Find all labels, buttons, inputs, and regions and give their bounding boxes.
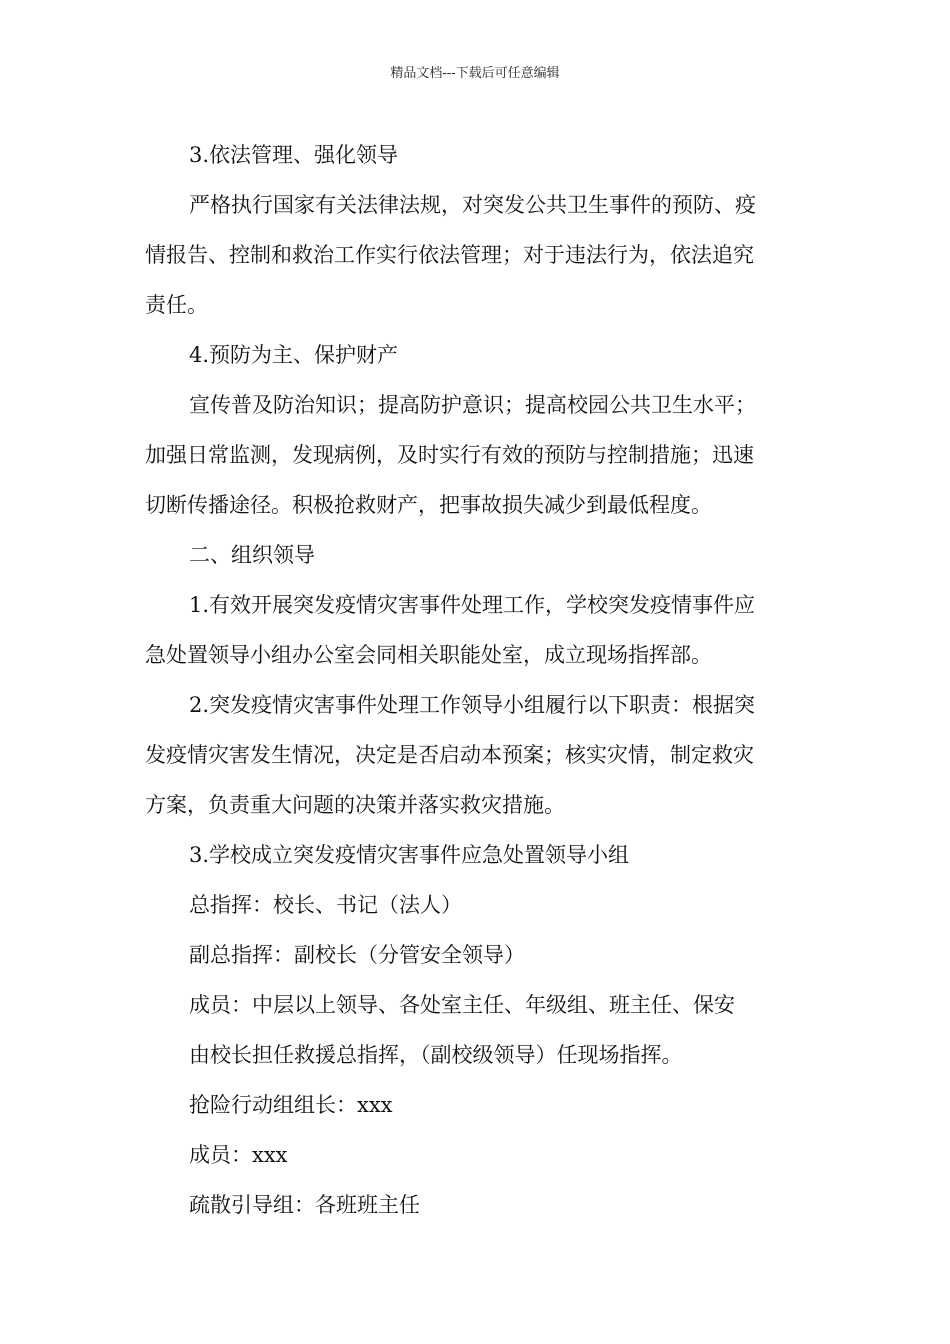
paragraph-item-3 [145, 830, 805, 880]
rescue-team-members-line [145, 1130, 805, 1180]
text-line: 疏散引导组：各班班主任 [189, 1193, 420, 1217]
heading-4-prevention [145, 330, 805, 380]
rescue-command-line [145, 1030, 805, 1080]
text-line: 严格执行国家有关法律法规，对突发公共卫生事件的预防、疫 [189, 193, 756, 217]
text-line: 宣传普及防治知识；提高防护意识；提高校园公共卫生水平； [189, 393, 756, 417]
text-line: 3.依法管理、强化领导 [189, 143, 399, 167]
text-line: 总指挥：校长、书记（法人） [189, 893, 462, 917]
text-line: 4.预防为主、保护财产 [189, 343, 399, 367]
text-line: 急处置领导小组办公室会同相关职能处室，成立现场指挥部。 [145, 643, 712, 667]
text-line: 成员：中层以上领导、各处室主任、年级组、班主任、保安 [189, 993, 735, 1017]
text-line: 切断传播途径。积极抢救财产，把事故损失减少到最低程度。 [145, 493, 712, 517]
text-line: 发疫情灾害发生情况，决定是否启动本预案；核实灾情，制定救灾 [145, 743, 754, 767]
text-line: 二、组织领导 [189, 543, 315, 567]
text-line: 3.学校成立突发疫情灾害事件应急处置领导小组 [189, 843, 630, 867]
members-line [145, 980, 805, 1030]
text-line: 加强日常监测，发现病例，及时实行有效的预防与控制措施；迅速 [145, 443, 754, 467]
text-line: 方案，负责重大问题的决策并落实救灾措施。 [145, 793, 565, 817]
text-line: 情报告、控制和救治工作实行依法管理；对于违法行为，依法追究 [145, 243, 754, 267]
text-line: 抢险行动组组长：xxx [189, 1093, 393, 1117]
commander-line [145, 880, 805, 930]
document-body [145, 130, 805, 1230]
text-line: 1.有效开展突发疫情灾害事件处理工作，学校突发疫情事件应 [189, 593, 756, 617]
text-line: 责任。 [145, 293, 208, 317]
section-heading-organization [145, 530, 805, 580]
heading-3-legal-management [145, 130, 805, 180]
rescue-team-leader-line [145, 1080, 805, 1130]
paragraph-item-1 [145, 580, 805, 680]
text-line: 成员：xxx [189, 1143, 288, 1167]
text-line: 2.突发疫情灾害事件处理工作领导小组履行以下职责：根据突 [189, 693, 756, 717]
evacuation-group-line [145, 1180, 805, 1230]
text-line: 副总指挥：副校长（分管安全领导） [189, 943, 525, 967]
paragraph-legal-enforcement [145, 180, 805, 330]
paragraph-prevention [145, 380, 805, 530]
page-header: 精品文档---下载后可任意编辑 [390, 66, 560, 81]
paragraph-item-2 [145, 680, 805, 830]
text-line: 由校长担任救援总指挥，（副校级领导）任现场指挥。 [189, 1043, 683, 1067]
deputy-commander-line [145, 930, 805, 980]
